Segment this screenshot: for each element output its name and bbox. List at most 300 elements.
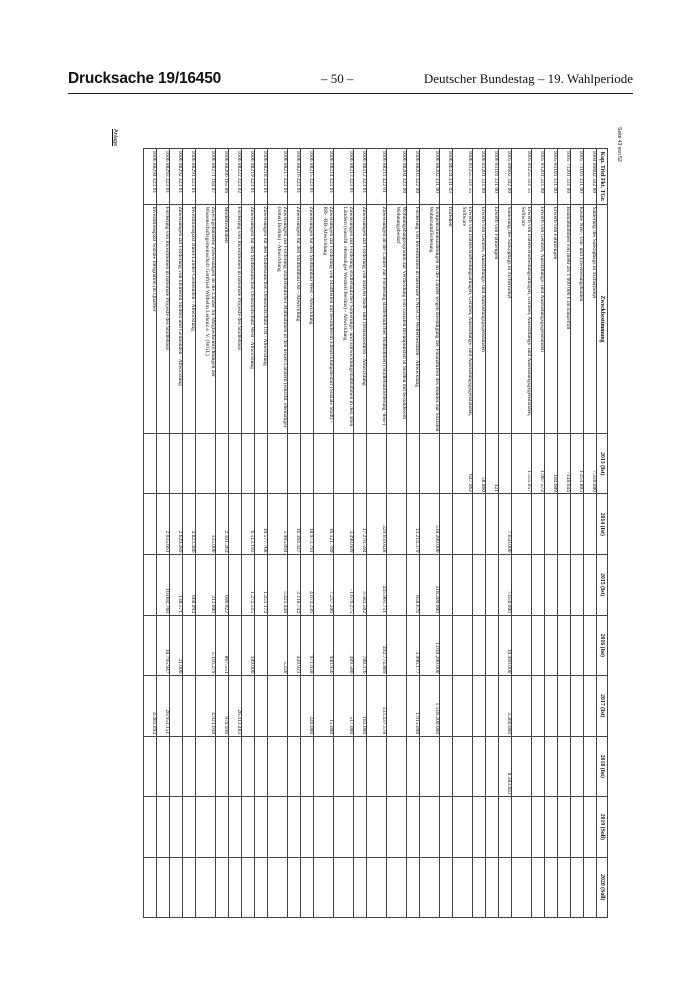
value-cell [544, 555, 557, 616]
value-cell [386, 434, 406, 494]
value-cell [215, 736, 228, 796]
value-cell [287, 857, 300, 918]
value-cell: 449.923 [287, 615, 300, 676]
value-cell: 1.272.515 [241, 555, 254, 616]
value-cell [143, 434, 156, 494]
value-cell [228, 736, 241, 796]
column-header: 2015 (Ist) [596, 555, 607, 616]
value-cell: 138.571 [169, 555, 182, 616]
value-cell [531, 857, 544, 918]
kap-cell: 1606 81201 331 00 [472, 149, 485, 205]
table-row [472, 149, 485, 918]
value-cell [439, 676, 452, 737]
value-cell: 788.376 [353, 615, 366, 676]
value-cell [583, 676, 596, 737]
value-cell [215, 797, 228, 857]
value-cell [267, 857, 287, 918]
value-cell [531, 736, 544, 796]
table-row [485, 149, 498, 918]
kap-cell: 1605 81255 331 55 [511, 149, 531, 205]
value-cell: 1.555.057 [511, 434, 531, 494]
value-cell [353, 736, 366, 796]
value-cell [419, 434, 439, 494]
value-cell [511, 555, 531, 616]
column-header: 2019 (Soll) [596, 797, 607, 857]
zweck-cell: Erwerb von Geräten, Ausstattungs- und Ausrüstungsgegenständen [472, 204, 485, 433]
value-cell [267, 797, 287, 857]
value-cell [228, 797, 241, 857]
kap-cell: 1605 81201 331 00 [531, 149, 544, 205]
table-row [143, 149, 156, 918]
value-cell [195, 797, 215, 857]
value-cell [544, 676, 557, 737]
zweck-cell: Förderung von Investitionen in nationale UNESCO-Welterbestätten - Abwicklung [406, 204, 419, 433]
zweck-cell: Erwerb von Geräten, Ausstattungs- und Ausrüstungsgegenständen [531, 204, 544, 433]
value-cell [228, 615, 241, 676]
value-cell [498, 434, 511, 494]
value-cell [570, 676, 583, 737]
value-cell: 10.577.768 [254, 494, 267, 555]
value-cell: 10.460.000 [498, 615, 511, 676]
value-cell [406, 797, 419, 857]
value-cell [570, 736, 583, 796]
value-cell: 7.650.000 [498, 494, 511, 555]
value-cell [182, 736, 195, 796]
value-cell [439, 615, 452, 676]
value-cell: 1.451.174 [254, 555, 267, 616]
value-cell [366, 736, 386, 796]
table-header-row [596, 149, 607, 918]
value-cell: 1.451.805 [570, 434, 583, 494]
zweck-cell: Zuweisungen zur Förderung von Stadtteilen mit besonderem Entwicklungsbedarf (Soziale Stadt) -RB- -RB-Abwicklung [313, 204, 333, 433]
value-cell [406, 736, 419, 796]
drucksache-number: 16450 [178, 70, 222, 87]
value-cell [406, 857, 419, 918]
value-cell [557, 857, 570, 918]
value-cell: 1.987.572 [531, 434, 544, 494]
value-cell [419, 857, 439, 918]
zweck-cell: Zuweisungen an die Länder zur Förderung städtebaulicher Maßnahmen (Städtebauförderung -neu-) [366, 204, 386, 433]
value-cell [241, 434, 254, 494]
value-cell [485, 797, 498, 857]
header-rule [68, 93, 633, 94]
value-cell: 26.953.151 [156, 676, 169, 737]
value-cell [156, 857, 169, 918]
zweck-cell: Kleine Neu-, Um- und Erweiterungsbauten [570, 204, 583, 433]
value-cell: 240.000 [300, 676, 313, 737]
zweck-cell: Erwerb von Fahrzeugen [485, 204, 498, 433]
kap-cell: 1605 71101 331 00 [570, 149, 583, 205]
table-row [406, 149, 419, 918]
value-cell [406, 434, 419, 494]
zweck-cell: Zweckgebundene Zuweisungen an die Länder für Mitgliedseinrichtungen der Wissenschaftsgemeinschaft Gottfried Wilhelm Leibniz e. V. (WGL) [195, 204, 215, 433]
value-cell: 3.490.609 [333, 494, 353, 555]
value-cell [267, 736, 287, 796]
value-cell [439, 494, 452, 555]
zweck-cell: Zuweisungen zur Förderung von aktiven Stadt- und Ortsteilzentren - Abwicklung [353, 204, 366, 433]
value-cell [386, 615, 406, 676]
value-cell: 135.000 [195, 494, 215, 555]
value-cell: 6.513.193 [241, 494, 254, 555]
zweck-cell: Förderung von Investitionen in nationale Projekte des Städtebaus [156, 204, 169, 433]
value-cell [511, 676, 531, 737]
value-cell: 518.200.000 [419, 555, 439, 616]
zweck-cell: Baumaßnahmen von mehr als 1 000 000 € im Einzelfall [557, 204, 570, 433]
zweck-cell: Erwerb von Fahrzeugen [544, 204, 557, 433]
value-cell: 7.330.000 [583, 434, 596, 494]
kap-cell: 1606 88211 422 01 [366, 149, 386, 205]
value-cell [498, 857, 511, 918]
value-cell [215, 857, 228, 918]
value-cell: 21.000 [169, 615, 182, 676]
column-header: Zweckbestimmung [596, 204, 607, 433]
table-row [228, 149, 241, 918]
page-header [68, 70, 633, 92]
value-cell [300, 736, 313, 796]
value-cell [143, 797, 156, 857]
kap-cell: 1606 88202 411 00 [419, 149, 439, 205]
value-cell [287, 434, 300, 494]
value-cell [557, 555, 570, 616]
value-cell [228, 857, 241, 918]
zweck-cell: Zuweisungen für den Stadtumbau Ost - Abwicklung [287, 204, 300, 433]
value-cell [353, 857, 366, 918]
table-row [215, 149, 228, 918]
table-row [195, 149, 215, 918]
value-cell [472, 494, 485, 555]
zweck-cell: Investitionspakt Soziale Integration im Quartier [143, 204, 156, 433]
value-cell [472, 676, 485, 737]
value-cell: 3.996.177 [406, 615, 419, 676]
kap-cell: 1606 88218 423 01 [254, 149, 267, 205]
value-cell: 3.460.000 [498, 676, 511, 737]
zweck-cell: Erwerb von Datenverarbeitungsanlagen, Geräten, Ausstattungs- und Ausrüstungsgegenständen, Software [511, 204, 531, 433]
kap-cell: 1606 88294 423 01 [143, 149, 156, 205]
value-cell [498, 797, 511, 857]
value-cell [439, 857, 452, 918]
drucksache-label: Drucksache 19/16450 [68, 70, 222, 87]
value-cell: 16.121.789 [313, 494, 333, 555]
rotated-table-container [110, 148, 608, 918]
value-cell [439, 797, 452, 857]
table-row [531, 149, 544, 918]
value-cell [531, 615, 544, 676]
table-row [182, 149, 195, 918]
value-cell: 7.650.000 [498, 555, 511, 616]
kap-cell: 1606 88266 165 06 [215, 149, 228, 205]
table-row [287, 149, 300, 918]
value-cell: 5.220 [267, 615, 287, 676]
value-cell [143, 555, 156, 616]
value-cell [472, 736, 485, 796]
value-cell [570, 494, 583, 555]
zweck-cell: Sanierung des Sarkophags in Tschernobyl [583, 204, 596, 433]
kap-cell: 1606 88215 423 01 [300, 149, 313, 205]
page-number: – 50 – [321, 71, 354, 86]
value-cell [241, 676, 254, 737]
value-cell [583, 615, 596, 676]
value-cell [366, 857, 386, 918]
kap-cell: 1606 81255 331 55 [452, 149, 472, 205]
zweck-cell: Investitionspakt Bund-Länder-Gemeinden - Abwicklung [182, 204, 195, 433]
value-cell [557, 736, 570, 796]
value-cell: 1.018.200.000 [419, 615, 439, 676]
table-row [498, 149, 511, 918]
value-cell [143, 494, 156, 555]
table-row [439, 149, 452, 918]
value-cell [195, 857, 215, 918]
value-cell: 1.915.090 [406, 676, 419, 737]
kap-cell: 1606 88204 423 00 [386, 149, 406, 205]
value-cell [366, 797, 386, 857]
publisher: Deutscher Bundestag – 19. Wahlperiode [423, 71, 633, 86]
kap-cell: 1606 88203 422 00 [406, 149, 419, 205]
value-cell [485, 555, 498, 616]
value-cell [333, 857, 353, 918]
value-cell [182, 676, 195, 737]
value-cell [300, 434, 313, 494]
value-cell: 16.164.447 [287, 494, 300, 555]
table-row [570, 149, 583, 918]
value-cell: 329.659.628 [366, 494, 386, 555]
table-row [353, 149, 366, 918]
value-cell [156, 434, 169, 494]
value-cell: 940.956 [313, 615, 333, 676]
table-row [169, 149, 182, 918]
kap-cell: 1606 88214 423 01 [313, 149, 333, 205]
value-cell [452, 857, 472, 918]
value-cell [228, 434, 241, 494]
column-header: Kap. Titel Fkt. TGr. [596, 149, 607, 205]
value-cell [313, 857, 333, 918]
value-cell [169, 736, 182, 796]
value-cell [452, 736, 472, 796]
value-cell [386, 736, 406, 796]
value-cell [439, 555, 452, 616]
value-cell: 58.860 [472, 434, 485, 494]
value-cell [287, 676, 300, 737]
value-cell [544, 736, 557, 796]
value-cell: 18.795.947 [156, 615, 169, 676]
value-cell [386, 676, 406, 737]
value-cell [452, 555, 472, 616]
value-cell: 5.116.279 [195, 615, 215, 676]
value-cell: 2.035.661 [156, 494, 169, 555]
kap-cell: 1604 89602 342 00 [583, 149, 596, 205]
value-cell [195, 736, 215, 796]
value-cell [143, 736, 156, 796]
value-cell [386, 797, 406, 857]
value-cell [143, 857, 156, 918]
value-cell [267, 676, 287, 737]
value-cell [439, 736, 452, 796]
value-cell [419, 797, 439, 857]
value-cell [241, 857, 254, 918]
value-cell [169, 676, 182, 737]
value-cell [485, 676, 498, 737]
value-cell [511, 736, 531, 796]
value-cell [228, 494, 241, 555]
value-cell: 13.214.379 [406, 494, 419, 555]
zweck-cell: Kompensationszahlungen an die Länder wegen Beendigung der Finanzhilfen des Bundes zur Sozialen Wohnraumförderung [419, 204, 439, 433]
value-cell [182, 434, 195, 494]
value-cell: 3.583.502 [353, 555, 366, 616]
value-cell: 2.629.289 [169, 494, 182, 555]
value-cell: 312.000 [195, 555, 215, 616]
value-cell: 858.676 [406, 555, 419, 616]
value-cell [570, 615, 583, 676]
value-cell: 26.413.483 [228, 676, 241, 737]
value-cell [143, 615, 156, 676]
kap-cell: 1605 71201 331 00 [557, 149, 570, 205]
value-cell: 5.905.894 [267, 494, 287, 555]
value-cell [511, 797, 531, 857]
zweck-cell: Zuweisungen für den Städtebaulichen Denkmalschutz West - Abwicklung [241, 204, 254, 433]
value-cell [485, 615, 498, 676]
value-cell [313, 797, 333, 857]
table-row [300, 149, 313, 918]
table-row [241, 149, 254, 918]
zweck-cell: Zuweisungen zur Förderung städtebaulicher Maßnahmen in den neuen Ländern (einschl. ehemaliger Ostteil Berlins) - Abwicklung [267, 204, 287, 433]
zweck-cell: Förderung von Investitionen in nationale Projekte des Städtebaus [228, 204, 241, 433]
kap-cell: 1606 88219 423 01 [241, 149, 254, 205]
column-header: 2014 (Ist) [596, 494, 607, 555]
value-cell: 696.022 [215, 555, 228, 616]
value-cell [254, 797, 267, 857]
value-cell [511, 857, 531, 918]
value-cell: 8.383.843 [498, 736, 511, 796]
value-cell: 492.774.889 [366, 615, 386, 676]
table-body [143, 149, 596, 918]
table-row [557, 149, 570, 918]
value-cell: 518.200.000 [419, 494, 439, 555]
table-row [333, 149, 353, 918]
value-cell [287, 736, 300, 796]
value-cell [472, 615, 485, 676]
kap-cell: 1606 88222 423 02 [228, 149, 241, 205]
kap-cell: 1606 88212 423 01 [353, 149, 366, 205]
column-header: 2013 (Ist) [596, 434, 607, 494]
value-cell [511, 494, 531, 555]
value-cell [228, 555, 241, 616]
value-cell [241, 736, 254, 796]
value-cell [583, 736, 596, 796]
kap-cell: 1605 89602 342 00 [498, 149, 511, 205]
value-cell: 10.004.760 [156, 555, 169, 616]
table-row [452, 149, 472, 918]
value-cell [353, 434, 366, 494]
value-cell [452, 494, 472, 555]
value-cell: 647.962 [452, 434, 472, 494]
value-cell [215, 434, 228, 494]
value-cell [485, 736, 498, 796]
value-cell [195, 434, 215, 494]
value-cell [557, 797, 570, 857]
value-cell [544, 494, 557, 555]
zweck-cell: Zuweisungen zur Förderung städtebaulicher Sanierungs- und Entwicklungsmaßnahmen in den alten Ländern (einschl. ehemaliger Westteil Berlins) - Abwicklung [333, 204, 353, 433]
table-row [419, 149, 439, 918]
value-cell [531, 494, 544, 555]
value-cell [366, 434, 386, 494]
value-cell [439, 434, 452, 494]
value-cell [386, 857, 406, 918]
value-cell [511, 615, 531, 676]
value-cell [254, 676, 267, 737]
value-cell: 15.000 [313, 676, 333, 737]
value-cell [570, 797, 583, 857]
value-cell [254, 736, 267, 796]
value-cell: 104.609 [544, 434, 557, 494]
value-cell [544, 797, 557, 857]
kap-cell: 1606 88291 423 01 [182, 149, 195, 205]
value-cell [287, 797, 300, 857]
value-cell [452, 797, 472, 857]
value-cell: 4.483.894 [143, 676, 156, 737]
table-row [386, 149, 406, 918]
table-row [313, 149, 333, 918]
value-cell [313, 434, 333, 494]
value-cell [452, 615, 472, 676]
column-header: 2016 (Ist) [596, 615, 607, 676]
value-cell [485, 857, 498, 918]
value-cell [472, 857, 485, 918]
zweck-cell: Wohnungsbauprogramm zur Vermeidung von sozialen Brennpunkten in Städten mit besonderem Wohnungsbedarf [386, 204, 406, 433]
anlage-label: Anlage [112, 129, 118, 147]
value-cell [485, 494, 498, 555]
value-cell: 668.094 [182, 555, 195, 616]
value-cell [169, 797, 182, 857]
value-cell [353, 797, 366, 857]
value-cell [583, 494, 596, 555]
value-cell: -140.644 [557, 434, 570, 494]
value-cell: 1.518.200.000 [419, 676, 439, 737]
value-cell: 970.936 [215, 676, 228, 737]
table-row [544, 149, 557, 918]
value-cell: 2.118.744 [287, 555, 300, 616]
value-cell [182, 857, 195, 918]
value-cell [557, 494, 570, 555]
value-cell [544, 857, 557, 918]
value-cell [254, 857, 267, 918]
value-cell [583, 797, 596, 857]
value-cell: 867.551 [215, 615, 228, 676]
value-cell [531, 676, 544, 737]
value-cell: 189.000 [241, 615, 254, 676]
value-cell: 971.038 [300, 615, 313, 676]
zweck-cell: Sanierung des Sarkophags in Tschernobyl [498, 204, 511, 433]
value-cell: 183.000 [353, 676, 366, 737]
zweck-cell: Zuweisungen für den Städtebaulichen Denkmalschutz Ost - Abwicklung [254, 204, 267, 433]
value-cell [313, 736, 333, 796]
table-row [511, 149, 531, 918]
value-cell [169, 434, 182, 494]
kap-cell: 1606 81101 331 00 [485, 149, 498, 205]
value-cell: 18.973.791 [300, 494, 313, 555]
column-header: 2020 (Soll) [596, 857, 607, 918]
kap-cell: 1606 88293 423 01 [156, 149, 169, 205]
value-cell: 5.425.448 [267, 555, 287, 616]
kap-cell: 1605 81101 331 00 [544, 149, 557, 205]
zweck-cell: Erwerb von Datenverarbeitungsanlagen, Geräten, Ausstattungs- und Ausrüstungsgegenständen, Software [452, 204, 472, 433]
kap-cell: 1606 88292 423 01 [169, 149, 182, 205]
table-row [267, 149, 287, 918]
value-cell: 4.074.236 [300, 555, 313, 616]
value-cell: 489.580 [333, 615, 353, 676]
value-cell [570, 857, 583, 918]
zweck-cell: Modellvorhaben [215, 204, 228, 433]
value-cell [583, 555, 596, 616]
kap-cell: 1606 88271 164 07 [195, 149, 215, 205]
